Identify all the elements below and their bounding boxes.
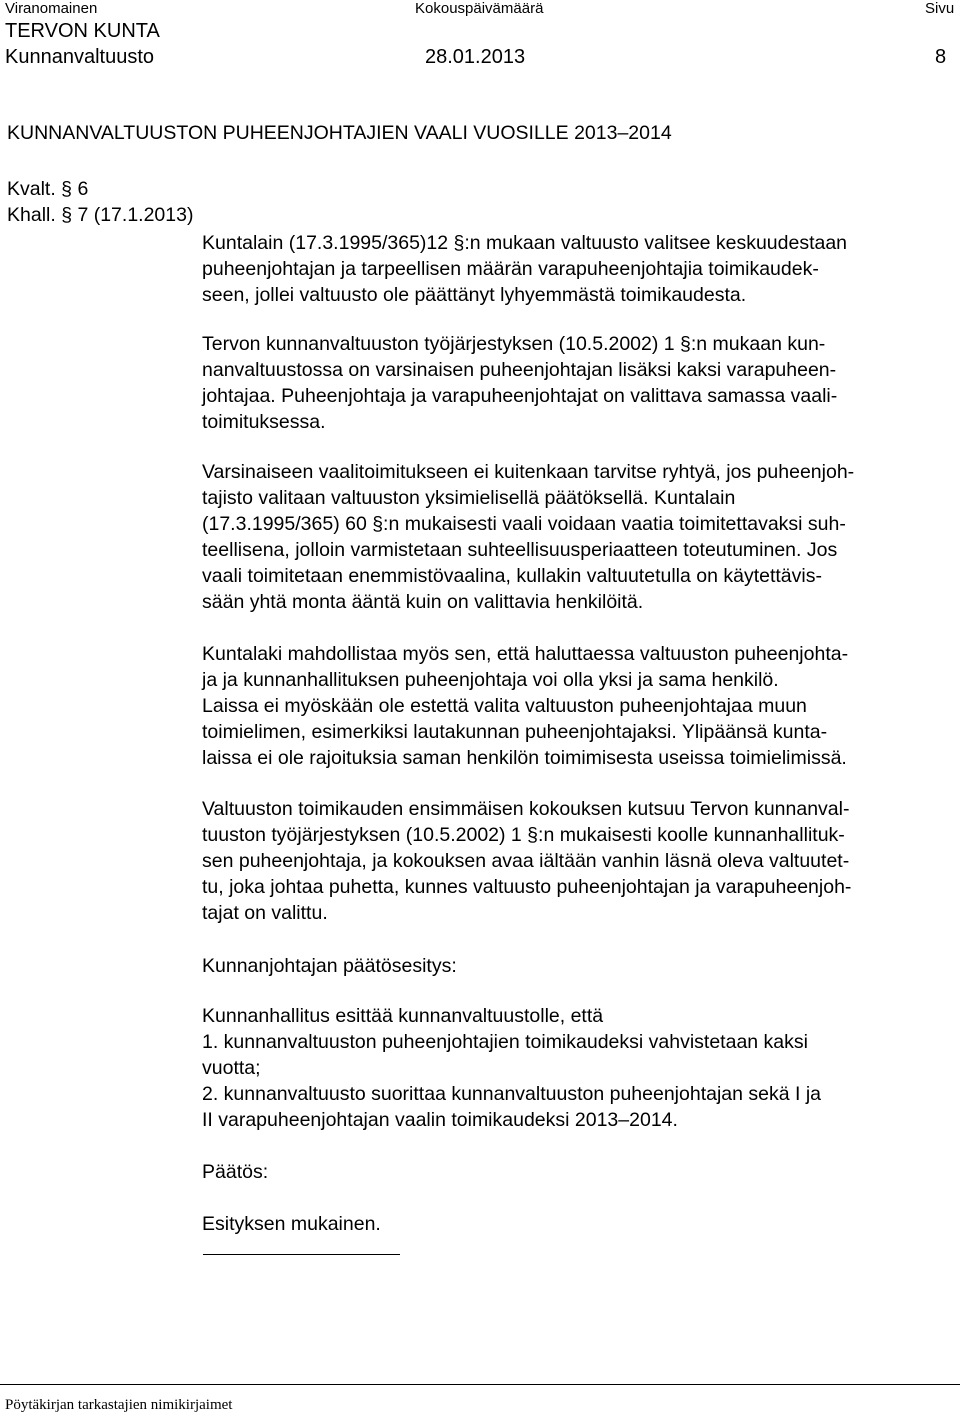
decision-text: Esityksen mukainen. (202, 1213, 381, 1235)
header-page-number: 8 (935, 46, 947, 68)
header-label-meeting-date: Kokouspäivämäärä (415, 0, 544, 17)
decision-heading: Päätös: (202, 1161, 269, 1183)
paragraph-kuntalaki: Kuntalain (17.3.1995/365)12 §:n mukaan valtuusto valitsee keskuudestaan puheenjohtajan ja tarpeellisen määrän varapuheenjohtajia toimikaudek- seen, jollei valtuusto ole päättänyt lyhyemmästä toimikaudesta. (202, 232, 848, 306)
header-authority: TERVON KUNTA (5, 20, 160, 42)
khall-reference: Khall. § 7 (17.1.2013) (7, 204, 194, 226)
proposal-heading: Kunnanjohtajan päätösesitys: (202, 955, 457, 977)
header-body: Kunnanvaltuusto (5, 46, 155, 68)
footer-divider (0, 1384, 960, 1385)
footer-initials-label: Pöytäkirjan tarkastajien nimikirjaimet (5, 1397, 233, 1413)
paragraph-tyojarjestys: Tervon kunnanvaltuuston työjärjestyksen (10.5.2002) 1 §:n mukaan kun- nanvaltuustossa on varsinaisen puheenjohtajan lisäksi kaksi varapuheen- johtajaa. Puheenjohtaja ja varapuheenjohtajat on valittava samassa vaali- toimituksessa. (202, 333, 838, 433)
kvalt-reference: Kvalt. § 6 (7, 178, 89, 200)
header-label-authority: Viranomainen (5, 0, 98, 17)
header-date: 28.01.2013 (425, 46, 526, 68)
paragraph-puheenjohtaja: Kuntalaki mahdollistaa myös sen, että haluttaessa valtuuston puheenjohta- ja ja kunnanhallituksen puheenjohtaja voi olla yksi ja sama henkilö. Laissa ei myöskään ole estettä valita valtuuston puheenjohtajaa muun toimielimen, esimerkiksi lautakunnan puheenjohtajaksi. Ylipäänsä kunta- laissa ei ole rajoituksia saman henkilön toimimisesta useissa toimielimissä. (202, 643, 849, 769)
paragraph-ensimmainen-kokous: Valtuuston toimikauden ensimmäisen kokouksen kutsuu Tervon kunnanval- tuuston työjärjestyksen (10.5.2002) 1 §:n mukaisesti koolle kunnanhallituk- sen puheenjohtaja, ja kokouksen avaa iältään vanhin läsnä oleva valtuutet- tu, joka johtaa puhetta, kunnes valtuusto puheenjohtajan ja varapuheenjoh- tajat on valittu. (202, 798, 852, 924)
header-label-page: Sivu (925, 0, 955, 17)
signature-line (203, 1254, 400, 1255)
document-title: KUNNANVALTUUSTON PUHEENJOHTAJIEN VAALI VUOSILLE 2013–2014 (7, 122, 672, 144)
proposal-text: Kunnanhallitus esittää kunnanvaltuustolle, että 1. kunnanvaltuuston puheenjohtajien toimikaudeksi vahvistetaan kaksi vuotta; 2. kunnanvaltuusto suorittaa kunnanvaltuuston puheenjohtajan sekä I ja II varapuheenjohtajan vaalin toimikaudeksi 2013–2014. (202, 1005, 822, 1131)
paragraph-vaalitoimitus: Varsinaiseen vaalitoimitukseen ei kuitenkaan tarvitse ryhtyä, jos puheenjoh- tajisto valitaan valtuuston yksimielisellä päätöksellä. Kuntalain (17.3.1995/365) 60 §:n mukaisesti vaali voidaan vaatia toimitettavaksi suh- teellisena, jolloin varmistetaan suhteellisuusperiaatteen toteutuminen. Jos vaali toimitetaan enemmistövaalina, kullakin valtuutetulla on käytettävis- sään yhtä monta ääntä kuin on valittavia henkilöitä. (202, 461, 855, 613)
